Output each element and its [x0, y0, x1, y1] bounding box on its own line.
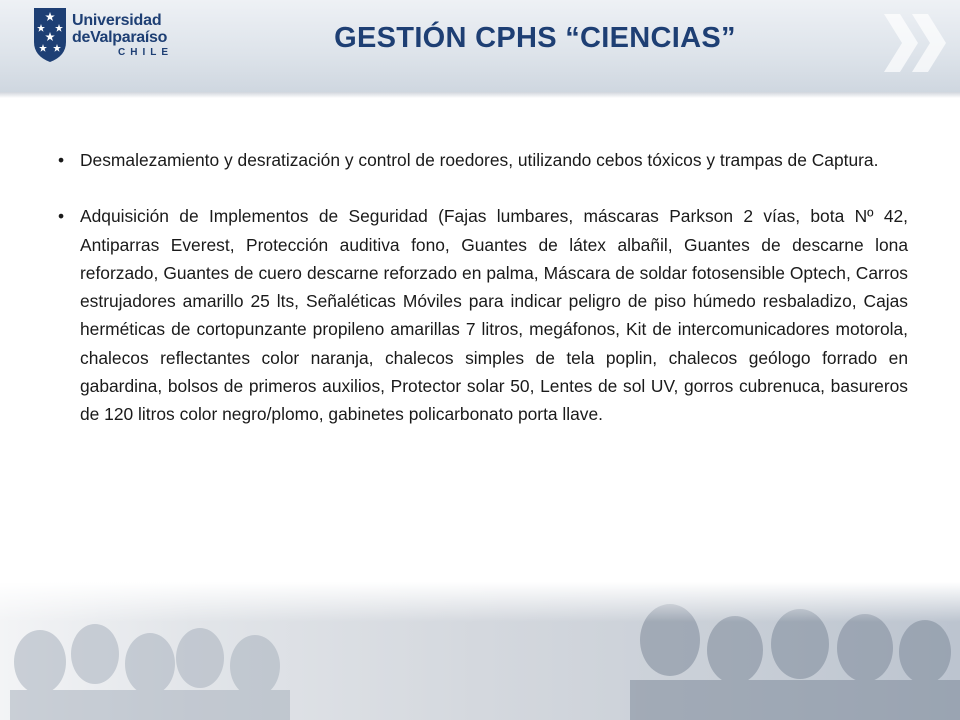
- slide-header: [0, 0, 960, 92]
- university-name: [72, 12, 173, 59]
- logo-line-universidad: Universidad: [72, 12, 162, 29]
- header-shadow: [0, 92, 960, 98]
- logo-line-chile: CHILE: [118, 47, 173, 58]
- bullet-item-pest-control: [58, 146, 908, 174]
- bullet-marker: •: [58, 150, 65, 170]
- bullet-marker: •: [58, 206, 65, 227]
- university-logo: [32, 6, 172, 76]
- bullet-text: Adquisición de Implementos de Seguridad (Fajas lumbares, máscaras Parkson 2 vías, bota Nº 42, Antiparras Everest, Protección auditiva fono, Guantes de látex albañil, Guantes de descarne lona reforzado, Guantes de cuero descarne reforzado en palma, Máscara de soldar fotosensible Optech, Carros estrujadores amarillo 25 lts, Señaléticas Móviles para indicar peligro de piso húmedo resbaladizo, Cajas herméticas de cortopunzante propileno amarillas 7 litros, megáfonos, Kit de intercomunicadores motorola, chalecos reflectantes color naranja, chalecos simples de tela poplin, chalecos geólogo forrado en gabardina, bolsos de primeros auxilios, Protector solar 50, Lentes de sol UV, gorros cubrenuca, basureros de 120 litros color negro/plomo, gabinetes policarbonato porta llave.: [80, 206, 908, 425]
- slide-title: GESTIÓN CPHS “CIENCIAS”: [334, 22, 736, 54]
- double-chevron-icon: [880, 8, 952, 78]
- bullet-list: [58, 146, 908, 429]
- university-shield-icon: [32, 6, 68, 64]
- logo-line-valparaiso: deValparaíso: [72, 29, 168, 46]
- photo-fade: [0, 582, 960, 622]
- bullet-text: Desmalezamiento y desratización y control de roedores, utilizando cebos tóxicos y trampas de Captura.: [80, 150, 879, 170]
- bullet-item-safety-equipment: [58, 202, 908, 428]
- students-photo-band: [0, 582, 960, 720]
